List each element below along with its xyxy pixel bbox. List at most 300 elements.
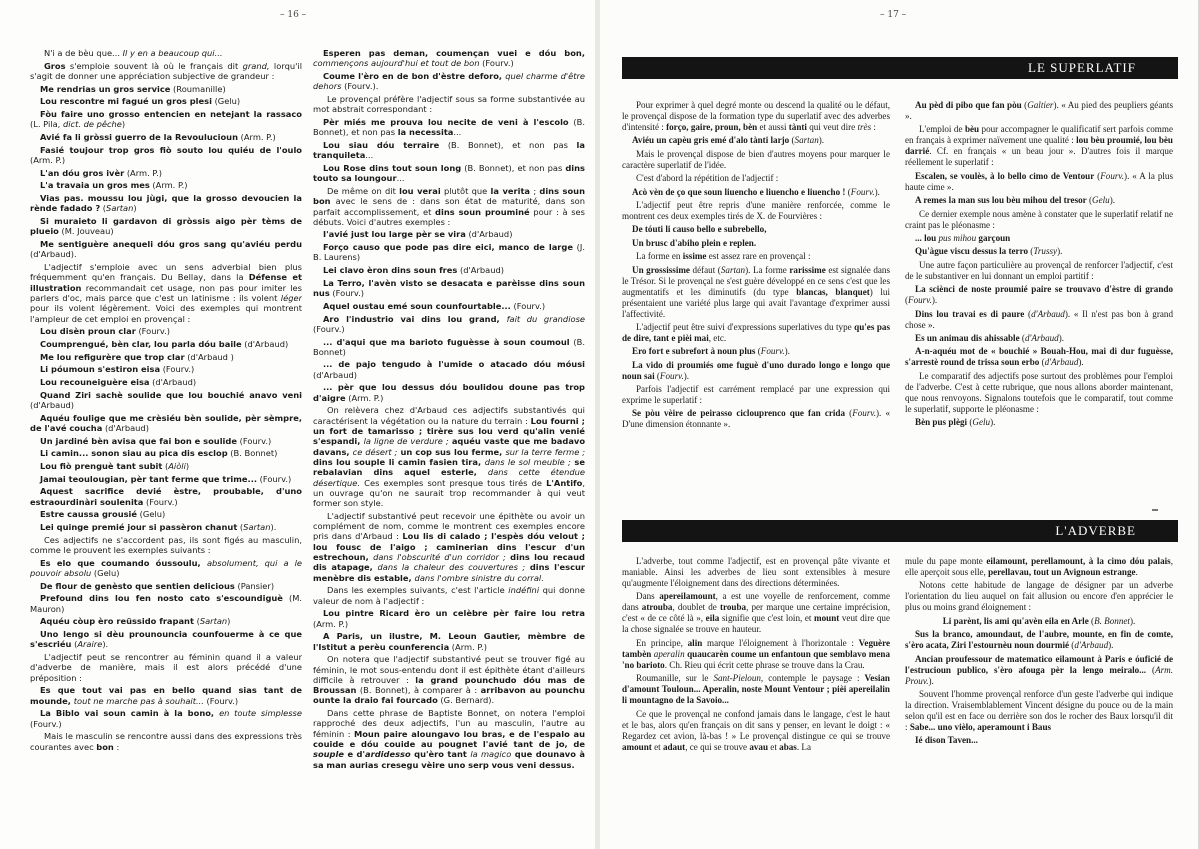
italic-run: Fourv. <box>852 408 877 419</box>
text-run: , elle aperçoit sous elle, <box>905 556 1173 577</box>
example-sentence <box>905 195 1173 206</box>
left-page-column-1 <box>30 48 302 843</box>
text-run: Dans cette phrase de Baptiste Bonnet, on notera l'emploi rapproché des deux adjectifs, l'un au masculin, l'autre au féminin : <box>313 708 585 739</box>
italic-run: tout ne marche pas à souhait... <box>73 695 204 706</box>
bold-run: avau <box>749 741 769 752</box>
italic-run: dict. de pêche <box>62 119 122 130</box>
text-run: marque l'éloignement à l'horizontale : <box>702 637 859 648</box>
text-run: ( <box>162 460 169 471</box>
text-run: L'adverbe, tout comme l'adjectif, est en provençal pâte vivante et maniable. Ainsi les adverbes de lieu sont extensibles à mesure qu'augmente l'éloignement dans des directions déterminées. <box>622 556 890 588</box>
text-run: ). <box>784 346 790 357</box>
bold-run: Esperen pas deman, coumençan vuei e dóu bon, <box>323 48 585 58</box>
bold-run: Uno lengo si dèu prounouncia counfouerme à ce que s'escriéu <box>30 629 302 650</box>
example-sentence <box>30 581 302 591</box>
example-sentence <box>905 100 1173 122</box>
left-page <box>0 0 595 849</box>
bold-run: Fasié toujour trop gros fiò souto lou quiéu de l'oulo <box>40 144 302 155</box>
text-run: (Arm. P.) <box>238 132 276 143</box>
bold-run: Au pèd di pibo que fan pòu <box>915 100 1022 110</box>
text-run: Ce dernier exemple nous amène à constater que le superlatif relatif ne craint pas le pléonasme : <box>905 208 1173 230</box>
italic-run: Aiòli <box>168 460 186 471</box>
example-sentence <box>622 265 890 320</box>
italic-run: Sartan <box>199 616 228 627</box>
text-run: (M. Jouveau) <box>58 226 114 237</box>
example-sentence <box>30 216 302 237</box>
text-run: (d'Arbaud) <box>457 265 504 276</box>
bold-run: adaut <box>662 741 686 752</box>
example-sentence <box>905 735 1173 746</box>
text-run: L'adjectif substantivé peut recevoir une épithète ou avoir un complément de nom, comme le montrent ces exemples encore pris dans d'Arbaud : <box>313 510 585 542</box>
text-run: ( <box>789 135 795 146</box>
text-run: ). « Il n'est pas bon à grand chose ». <box>905 308 1173 330</box>
text-run: (B. Bonnet), et non pas <box>313 116 585 138</box>
body-paragraph <box>622 384 890 406</box>
example-sentence <box>905 233 1173 244</box>
bold-run: trouba <box>719 602 747 613</box>
text-run: ( <box>1094 170 1101 181</box>
italic-run: quel charme d'être dehors <box>313 70 585 92</box>
bold-run: lou verai <box>399 185 441 196</box>
bold-run: Lou fiò prenguè tant subit <box>40 460 163 471</box>
text-run: Mais le provençal dispose de bien d'autres moyens pour marquer le caractère superlatif de l'idée. <box>622 148 890 170</box>
example-sentence <box>313 608 585 629</box>
bold-run: e d' <box>343 749 366 760</box>
bold-run: Coume l'èro en de bon d'èstre deforo, <box>323 70 506 81</box>
example-sentence <box>30 685 302 706</box>
example-sentence <box>30 708 302 729</box>
example-sentence <box>313 301 585 311</box>
text-run: (Gelu) <box>211 96 241 107</box>
body-paragraph <box>622 200 890 222</box>
example-sentence <box>313 337 585 358</box>
text-run: (Roumanille) <box>170 83 226 94</box>
example-sentence <box>30 364 302 374</box>
bold-run: ... d'aqui que ma barioto fuguèsse à soun coumoul <box>323 336 570 347</box>
text-run: ). <box>874 186 880 197</box>
text-run: Roumanille, sur le <box>636 673 714 684</box>
italic-run: Il y en a beaucoup qui... <box>122 48 223 58</box>
example-sentence <box>30 180 302 190</box>
body-paragraph <box>905 371 1173 415</box>
italic-run: dans le sol meuble ; <box>484 456 571 467</box>
italic-run: d'Arbaud <box>1031 308 1065 319</box>
left-page-column-2 <box>313 48 585 843</box>
bold-run: Aro l'industrio vai dins lou grand, <box>323 313 507 324</box>
bold-run: Lou disèn proun clar <box>40 326 136 337</box>
body-paragraph <box>622 591 890 635</box>
text-run: (B. Bonnet) <box>227 448 278 459</box>
italic-run: grand, <box>242 60 270 71</box>
text-run: , un ouvrage qu'on ne saurait trop recommander à qui veut former son style. <box>313 477 585 509</box>
example-sentence <box>30 377 302 387</box>
italic-run: la magico <box>470 749 512 760</box>
example-sentence <box>622 187 890 198</box>
italic-run: d'Arbaud <box>1024 332 1059 343</box>
bold-run: Li parènt, lis ami qu'avèn eila en Arle <box>942 615 1089 626</box>
bold-run: Es un animau dis ahissable <box>915 332 1020 343</box>
text-run: , per marque une certaine imprécision, c'est « de ce côté là », <box>622 602 890 624</box>
italic-run: Sartan <box>243 522 271 533</box>
body-paragraph <box>622 322 890 344</box>
bold-run: L'a travaia un gros mes <box>40 180 150 191</box>
italic-run: Galtier <box>1027 100 1054 110</box>
text-run: ). <box>1129 615 1136 626</box>
text-run: L'adjectif peut être repris d'une manière renforcée, comme le montrent ces deux exemples tirés de X. de Fourvières : <box>622 199 890 221</box>
bold-run: Sabe... uno vièlo, aperamount i Baus <box>909 721 1052 732</box>
bold-run: forço, gaire, proun, bèn <box>666 122 758 132</box>
text-run: (B. Bonnet) <box>313 336 585 357</box>
example-sentence <box>622 224 890 235</box>
example-sentence <box>30 436 302 446</box>
italic-run: Sartan <box>794 135 819 146</box>
bold-run: Avié fa li gròssi guerro de la Revoulucioun <box>40 132 238 143</box>
bold-run: Aquest sacrifice devié èstre, proubable, d'uno estraourdinàri soulenita <box>30 486 302 507</box>
example-sentence <box>30 352 302 362</box>
bold-run: Me rendrias un gros service <box>40 83 171 94</box>
text-run: (Fourv.) <box>257 473 292 484</box>
bold-run: Bèn pus plègi <box>915 417 968 428</box>
example-sentence <box>313 382 585 403</box>
bold-run: Estre caussa grousié <box>40 509 138 520</box>
text-run: ( <box>967 417 973 428</box>
text-run: ... <box>453 127 462 138</box>
bold-run: Aquel oustau emé soun counfourtable... <box>323 300 511 311</box>
bold-run: Aquéu foulige que me crèsiéu bèn soulide, pèr sèmpre, de l'avé coucha <box>30 412 302 433</box>
text-run: (Arm. P.) <box>124 167 162 178</box>
example-sentence <box>622 346 890 357</box>
text-run: ( <box>1019 332 1025 343</box>
bold-run: blancas, blanquet <box>796 286 870 297</box>
text-run: (Arm. P.) <box>449 641 487 652</box>
text-run: (M. Mauron) <box>30 593 302 614</box>
example-sentence <box>30 145 302 166</box>
italic-run: pus mihou <box>938 232 977 243</box>
text-run: ). <box>1057 246 1063 257</box>
example-sentence <box>30 474 302 484</box>
body-paragraph <box>622 638 890 671</box>
text-run: . Cf. en français « un beau jour ». D'autres fois il marque réellement le superlatif : <box>905 146 1173 168</box>
body-paragraph <box>622 709 890 753</box>
italic-run: aperalin <box>653 648 685 659</box>
bold-run: se rebalavian dins aquel esterle, <box>313 456 585 478</box>
text-run: Notons cette habitude de langage de désigner par un adverbe l'orientation du lieu auquel on fait allusion ou encore d'en apprécier le plus ou moins grand éloignement : <box>905 580 1173 613</box>
bold-run: aquéu vaste que me badavo davans, <box>313 436 585 457</box>
text-run: ) <box>185 460 190 471</box>
adverbe-column-2 <box>905 556 1173 844</box>
body-paragraph <box>905 556 1173 578</box>
text-run: Mais le masculin se rencontre aussi dans des expressions très courantes avec <box>30 731 302 752</box>
text-run: (Arm. P.) <box>149 180 188 191</box>
bold-run: Si muraieto li gardavon di gròssis aigo pèr tèms de plueio <box>30 216 302 237</box>
body-paragraph <box>622 149 890 171</box>
example-sentence <box>30 96 302 106</box>
body-paragraph <box>30 61 302 82</box>
text-run: ( <box>1146 664 1156 675</box>
example-sentence <box>905 284 1173 306</box>
bold-run: Aviéu un capèu gris emé d'alo tànti larjo <box>632 135 790 146</box>
example-sentence <box>30 109 302 130</box>
text-run: (Fourv.) <box>329 288 365 299</box>
bold-run: quaucarèn coume un enfantoun que semblavo mena 'no barioto <box>622 648 890 670</box>
text-run: ). « Au pied des peupliers géants ». <box>905 100 1173 121</box>
text-run: : <box>871 122 876 132</box>
italic-run: sur la terre ferme ; <box>505 446 585 457</box>
text-run: . La <box>796 741 811 752</box>
text-run: recommandait cet usage, non pas pour imiter les parlers d'oc, mais parce que c'est un latinisme : ils volent <box>30 282 302 303</box>
text-run: (B. Bonnet), à comparer à : <box>356 685 481 696</box>
text-run: ) <box>227 616 231 627</box>
text-run: ( <box>1088 615 1095 626</box>
bold-run: Lei clavo èron dins soun fres <box>323 265 458 276</box>
example-sentence <box>313 140 585 161</box>
text-run: (d'Arbaud ) <box>184 351 234 362</box>
text-run: Le comparatif des adjectifs pose surtout des problèmes pour l'emploi de l'adverbe. C'est à cette rubrique, que nous allons aborder maintenant, que nous renvoyons. Signalons toutefois que le comparatif, tout comme le superlatif, supporte le pléonasme : <box>905 370 1173 414</box>
example-sentence <box>905 309 1173 331</box>
text-run: ) <box>121 119 126 130</box>
bold-run: La Terro, l'avèn visto se desacata e parèisse dins soun nus <box>313 277 585 299</box>
body-paragraph <box>905 580 1173 613</box>
example-sentence <box>30 390 302 411</box>
text-run: ( <box>845 186 851 197</box>
text-run: (d'Arbaud) <box>30 399 74 410</box>
example-sentence <box>905 654 1173 687</box>
bold-run: mount <box>814 613 840 624</box>
text-run: s'emploie souvent là où le français dit <box>65 60 243 71</box>
example-sentence <box>30 193 302 214</box>
text-run: (d'Arbaud) <box>313 369 357 380</box>
body-paragraph <box>30 48 302 58</box>
text-run: ). <box>928 675 934 686</box>
bold-run: Vesian d'amount Touloun... Aperalin, noste Mount Ventour ; pièi apereilalin li mountagno de la Savoio... <box>622 673 890 706</box>
text-run: (Fourv.) <box>313 323 345 334</box>
italic-run: Fourv. <box>1100 170 1125 181</box>
bold-run: Lou Rose dins tout soun long <box>323 162 462 173</box>
text-run: (Fourv.). <box>341 81 379 92</box>
example-sentence <box>30 239 302 260</box>
example-sentence <box>905 346 1173 368</box>
text-run: (Arm. P.) <box>345 392 384 403</box>
bold-run: qu'èro tant <box>410 749 471 760</box>
text-run: qui veut dire <box>806 122 858 132</box>
text-run: Ces adjectifs ne s'accordent pas, ils sont figés au masculin, comme le prouvent les exemples suivants : <box>30 534 302 556</box>
example-sentence <box>30 326 302 336</box>
bold-run: eila <box>705 613 720 624</box>
bold-run: Ero fort e subrefort à noun plus <box>632 346 756 357</box>
italic-run: dans l'obscurité d'un corridor ; <box>373 552 506 562</box>
text-run: ). « D'une dimension étonnante ». <box>622 408 890 430</box>
text-run: (Fourv.) <box>510 300 546 311</box>
bold-run: Prefound dins lou fen nosto cato s'escoundiguè <box>40 593 283 604</box>
text-run: (d'Arbaud) <box>149 376 197 387</box>
text-run: ( <box>237 522 244 533</box>
adverbe-column-1 <box>622 556 890 844</box>
italic-run: fait du grandiose <box>506 313 585 324</box>
text-run: veut dire que la chose signalée se trouve en hauteur. <box>622 613 890 635</box>
text-run: Une autre façon particulière au provençal de renforcer l'adjectif, c'est de le substantiver en lui donnant un emploi partitif : <box>905 259 1173 281</box>
bold-run: L'an dóu gros ivèr <box>40 167 125 178</box>
example-sentence <box>905 171 1173 193</box>
text-run: ). La forme <box>745 264 790 275</box>
text-run: (B. Bonnet), et non pas <box>439 139 577 150</box>
bold-run: Li camin... sonon siau au pica dis esclop <box>40 448 228 459</box>
bold-run: un cop sus lou ferme, <box>397 446 506 457</box>
bold-run: Coumprengué, bèn clar, lou parla dóu baile <box>40 338 242 349</box>
example-sentence <box>313 631 585 652</box>
example-sentence <box>313 117 585 138</box>
text-run: (Pansier) <box>234 580 275 591</box>
text-run: : <box>113 741 120 752</box>
example-sentence <box>30 629 302 650</box>
bold-run: A remes la man sus lou bèu mihou del tresor <box>915 195 1087 206</box>
italic-run: absolument, qui a le pouvoir absolu <box>30 557 302 578</box>
example-sentence <box>313 314 585 335</box>
page-number-left: – 16 – <box>280 10 307 20</box>
text-run: (Arm. P.) <box>313 618 349 629</box>
example-sentence <box>622 408 890 430</box>
text-run: (G. Bernard). <box>437 695 495 706</box>
example-sentence <box>30 522 302 532</box>
text-run: ( <box>1069 640 1075 651</box>
text-run: ( <box>71 639 78 650</box>
text-run: défaut ( <box>689 264 721 275</box>
example-sentence <box>30 168 302 178</box>
text-run: (Gelu) <box>137 509 166 520</box>
text-run: ). <box>990 417 996 428</box>
bold-run: Un jardiné bèn avisa que fai bon e soulide <box>40 435 237 446</box>
italic-run: Gelu <box>1092 195 1110 206</box>
example-sentence <box>30 413 302 434</box>
text-run: ). <box>683 370 690 381</box>
bold-run: dins lou recaud dis atapage, <box>313 552 585 573</box>
body-paragraph <box>313 585 585 606</box>
italic-run: très <box>857 122 872 132</box>
example-sentence <box>905 246 1173 257</box>
example-sentence <box>30 461 302 471</box>
example-sentence <box>313 71 585 92</box>
example-sentence <box>313 163 585 184</box>
bold-run: eilamount, perellamount, à la cimo dóu palais <box>986 556 1171 566</box>
bold-run: arribavon au pounchu ounte la draio fai fourcado <box>313 685 585 706</box>
text-run: L'adjectif peut se rencontrer au féminin quand il a valeur d'adverbe de manière, mais il est alors précédé d'une préposition : <box>30 652 302 683</box>
text-run: ). <box>1109 195 1116 206</box>
bold-run: Lou lis di calado ; l'espès dóu velout ; lou fousc de l'aigo ; caminerian dins l'escur d'un estrechoun, <box>313 531 585 562</box>
example-sentence <box>313 265 585 275</box>
text-run: ) lui présentaient une variété plus large qui avait l'avantage d'exprimer aussi l'affectivité. <box>622 286 890 319</box>
bold-run: La vido di proumiés ome fuguè d'uno durado longo e longo que noun sai <box>622 359 890 381</box>
text-run: On notera que l'adjectif substantivé peut se trouver figé au féminin, le mot sous-entendu dont il est épithète étant d'ailleurs difficile à retrouver : <box>313 654 585 685</box>
text-run: (Fourv.) <box>135 326 171 337</box>
text-run: L'adjectif peut être suivi d'expressions superlatives du type <box>636 321 855 332</box>
bold-run: I'avié just lou large pèr se vira <box>323 229 466 240</box>
bold-run: Lou fourni ; un fort de tamarisso ; tirère sus lou verd qu'alin venié s'espandi, <box>313 415 585 447</box>
bold-run: lou bèu proumié, lou bèu darrié <box>905 135 1173 157</box>
body-paragraph <box>905 260 1173 282</box>
bold-run: A-n-aquéu mot de « bouchié » Bouah-Hou, mai di dur fuguèsse, s'arrestè round de trissa soun erbo <box>905 346 1173 368</box>
text-run: N'i a de bèu que... <box>44 48 123 58</box>
example-sentence <box>622 360 890 382</box>
italic-run: léger <box>280 292 302 303</box>
body-paragraph <box>313 186 585 227</box>
text-run: ( <box>1021 100 1028 110</box>
body-paragraph <box>905 209 1173 231</box>
italic-run: la ligne de verdure ; <box>363 436 449 447</box>
text-run: ). <box>818 135 825 146</box>
italic-run: Araire <box>77 639 103 650</box>
bold-run: dins soun prouminé <box>435 206 530 217</box>
bold-run: Ié dison Taven... <box>915 735 978 746</box>
italic-run: Sartan <box>720 264 746 275</box>
text-run: ). <box>1108 640 1114 651</box>
example-sentence <box>30 593 302 614</box>
text-run: plutôt que <box>440 185 491 196</box>
example-sentence <box>313 48 585 69</box>
text-run: ( <box>905 295 909 306</box>
text-run: (J. B. Laurens) <box>313 242 585 263</box>
bold-run: Qu'àgue viscu dessus la terro <box>915 246 1029 257</box>
italic-run: indéfini <box>508 585 540 596</box>
text-run: Pour exprimer à quel degré monte ou descend la qualité ou le défaut, le provençal dispose de la formation type du superlatif avec des adverbes d'intensité : <box>622 100 890 132</box>
bold-run: Moun paire aloungavo lou bras, e de l'espalo au couide e dóu couide au pougnet l'avié tant de jo, de <box>313 728 585 749</box>
body-paragraph <box>313 94 585 115</box>
text-run: signifie que c'est loin, et <box>719 613 815 624</box>
italic-run: Fourv. <box>659 370 684 381</box>
bold-run: Es que tout vai pas en bello quand sias tant de mounde, <box>30 685 302 706</box>
text-run: (Fourv.) <box>479 58 514 69</box>
text-run: , doublet de <box>672 602 720 613</box>
example-sentence <box>905 417 1173 428</box>
body-paragraph <box>30 731 302 752</box>
bold-run: L'Antifo <box>546 477 583 488</box>
body-paragraph <box>905 124 1173 168</box>
body-paragraph <box>30 535 302 556</box>
italic-run: Gelu <box>972 417 991 428</box>
bold-run: Défense et illustration <box>30 272 302 293</box>
text-run: ... <box>396 173 405 184</box>
body-paragraph <box>905 689 1173 733</box>
text-run: , ce qui se trouve <box>685 741 750 752</box>
bold-run: la verita <box>490 185 531 196</box>
right-page <box>600 0 1200 849</box>
text-run: (d'Arbaud) <box>465 229 513 240</box>
superlatif-column-1 <box>622 100 890 510</box>
bold-run: La Biblo vai soun camin à la bono, <box>40 708 220 719</box>
text-run: avec le sens de : dans son état de maturité, dans son parfait accomplissement, et <box>313 196 585 217</box>
text-run: Parfois l'adjectif est carrément remplacé par une expression qui exprime le superlatif : <box>622 384 890 406</box>
bold-run: Sus la branco, amoundaut, de l'aubre, mounte, en fin de comte, s'èro acata, Ziri l'estournèu noun dourmié <box>905 629 1173 651</box>
text-run: La forme en <box>636 251 683 262</box>
italic-run: Arm. Prouv. <box>905 664 1173 686</box>
bold-run: Me sentiguère anequeli dóu gros sang qu'aviéu perdu <box>40 239 302 250</box>
text-run: ... <box>365 150 374 161</box>
text-run: (Fourv.) <box>236 435 272 446</box>
example-sentence <box>30 616 302 626</box>
bold-run: perellavau, tout un Avignoun estrange <box>988 567 1136 577</box>
body-paragraph <box>313 511 585 583</box>
example-sentence <box>30 132 302 142</box>
text-run: ). <box>1078 357 1084 368</box>
italic-run: Sant-Pieloun <box>713 673 761 684</box>
italic-run: Fourv. <box>850 186 875 197</box>
example-sentence <box>30 486 302 507</box>
bold-run: issime <box>682 251 707 262</box>
bold-run: Veguère tambèn <box>622 637 890 659</box>
text-run: (Fourv.) <box>143 496 178 507</box>
superlatif-heading: LE SUPERLATIF <box>622 57 1178 79</box>
bold-run: Es elo que coumando óussoulu, <box>40 557 207 568</box>
bold-run: ... de pajo tengudo à l'umide o atacado dóu móusi <box>323 359 585 370</box>
bold-run: Un brusc d'abiho plein e replen. <box>632 237 757 248</box>
text-run: ( <box>845 408 853 419</box>
